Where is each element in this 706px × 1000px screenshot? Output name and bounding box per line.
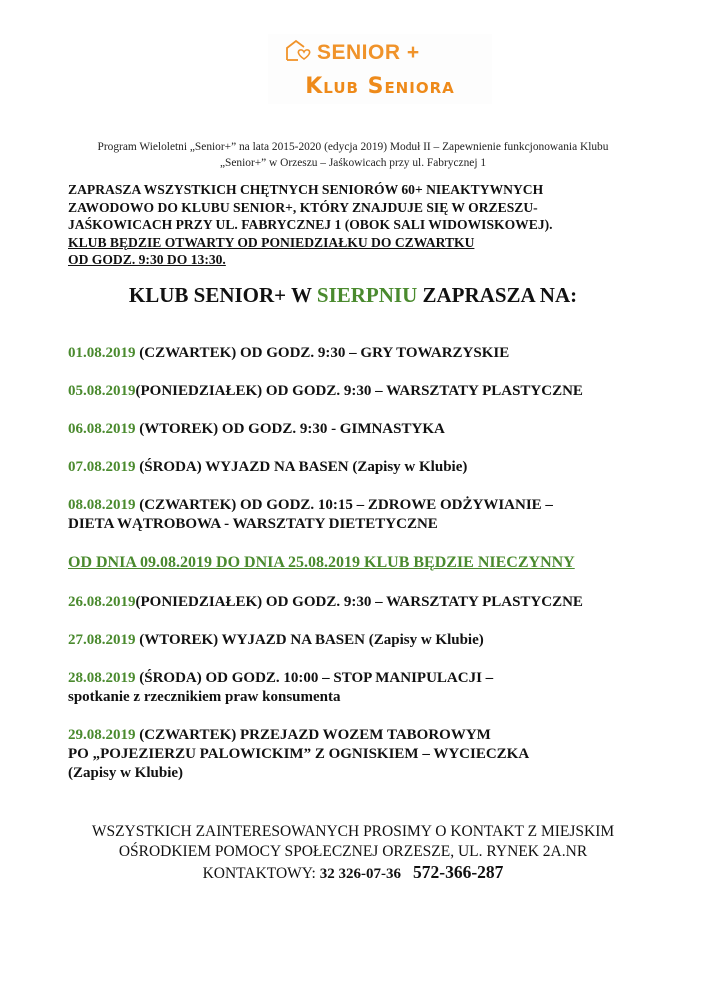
contact-footer [0, 822, 706, 884]
intro-paragraph [68, 181, 668, 269]
event-date: 29.08.2019 [68, 727, 136, 743]
headline-before: KLUB SENIOR+ W [128, 283, 317, 307]
event-description-cont: PO „POJEZIERZU PALOWICKIM” Z OGNISKIEM – WYCIECZKA [68, 746, 530, 762]
logo-klub-seniora-text: Klub Seniora [305, 74, 455, 99]
footer-contact-label: KONTAKTOWY: [202, 865, 320, 882]
event-date: 06.08.2019 [68, 421, 136, 437]
logo-senior-text: SENIOR + [317, 40, 420, 64]
event-description-cont: (Zapisy w Klubie) [68, 765, 184, 781]
event-date: 08.08.2019 [68, 497, 136, 513]
program-line-1: Program Wieloletni „Senior+” na lata 2015-2020 (edycja 2019) Moduł II – Zapewnienie funkcjonowania Klubu [97, 141, 609, 153]
opening-hours: OD GODZ. 9:30 DO 13:30. [68, 252, 226, 267]
event-date: 26.08.2019 [68, 594, 136, 610]
headline-month: SIERPNIU [316, 283, 418, 307]
intro-line-1: ZAPRASZA WSZYSTKICH CHĘTNYCH SENIORÓW 60+ NIEAKTYWNYCH [68, 182, 544, 197]
footer-line-1: WSZYSTKICH ZAINTERESOWANYCH PROSIMY O KONTAKT Z MIEJSKIM [91, 823, 615, 840]
event-item [68, 593, 583, 612]
event-date: 27.08.2019 [68, 632, 136, 648]
event-description-cont: spotkanie z rzecznikiem praw konsumenta [68, 689, 341, 705]
phone-number-landline: 32 326-07-36 [319, 866, 401, 882]
event-description: (CZWARTEK) OD GODZ. 9:30 – GRY TOWARZYSKIE [135, 345, 510, 361]
event-item [68, 458, 467, 477]
phone-number-mobile: 572-366-287 [413, 862, 504, 882]
event-item [68, 344, 509, 363]
event-description: (CZWARTEK) OD GODZ. 10:15 – ZDROWE ODŻYWIANIE – [135, 497, 553, 513]
event-description: (ŚRODA) OD GODZ. 10:00 – STOP MANIPULACJI – [135, 670, 494, 686]
event-description: (CZWARTEK) PRZEJAZD WOZEM TABOROWYM [135, 727, 491, 743]
headline-after: ZAPRASZA NA: [417, 283, 578, 307]
opening-days: KLUB BĘDZIE OTWARTY OD PONIEDZIAŁKU DO CZWARTKU [68, 234, 475, 250]
event-date: 28.08.2019 [68, 670, 136, 686]
event-description: (WTOREK) OD GODZ. 9:30 - GIMNASTYKA [135, 421, 445, 437]
event-date: 07.08.2019 [68, 459, 136, 475]
event-item [68, 631, 484, 650]
event-item [68, 420, 445, 439]
program-line-2: „Senior+” w Orzeszu – Jaśkowicach przy ul. Fabrycznej 1 [219, 157, 487, 169]
page-headline [0, 283, 706, 308]
event-item [68, 496, 553, 534]
event-date: 05.08.2019 [68, 383, 136, 399]
program-description [40, 139, 666, 171]
event-item [68, 726, 529, 783]
footer-line-2: OŚRODKIEM POMOCY SPOŁECZNEJ ORZESZE, UL. RYNEK 2A.NR [118, 843, 588, 860]
house-heart-icon [284, 38, 317, 67]
intro-line-2: ZAWODOWO DO KLUBU SENIOR+, KTÓRY ZNAJDUJE SIĘ W ORZESZU- [68, 199, 538, 215]
event-description: (ŚRODA) WYJAZD NA BASEN (Zapisy w Klubie) [135, 459, 468, 475]
event-item [68, 669, 493, 707]
intro-line-3: JAŚKOWICACH PRZY UL. FABRYCZNEJ 1 (OBOK SALI WIDOWISKOWEJ). [68, 217, 553, 232]
event-description-cont: DIETA WĄTROBOWA - WARSZTATY DIETETYCZNE [68, 516, 438, 532]
event-description: (PONIEDZIAŁEK) OD GODZ. 9:30 – WARSZTATY PLASTYCZNE [135, 383, 583, 399]
closed-notice: OD DNIA 09.08.2019 DO DNIA 25.08.2019 KLUB BĘDZIE NIECZYNNY [68, 554, 575, 571]
event-description: (WTOREK) WYJAZD NA BASEN (Zapisy w Klubie) [135, 632, 484, 648]
club-logo [268, 34, 492, 104]
event-date: 01.08.2019 [68, 345, 136, 361]
event-item [68, 382, 583, 401]
event-description: (PONIEDZIAŁEK) OD GODZ. 9:30 – WARSZTATY PLASTYCZNE [135, 594, 583, 610]
